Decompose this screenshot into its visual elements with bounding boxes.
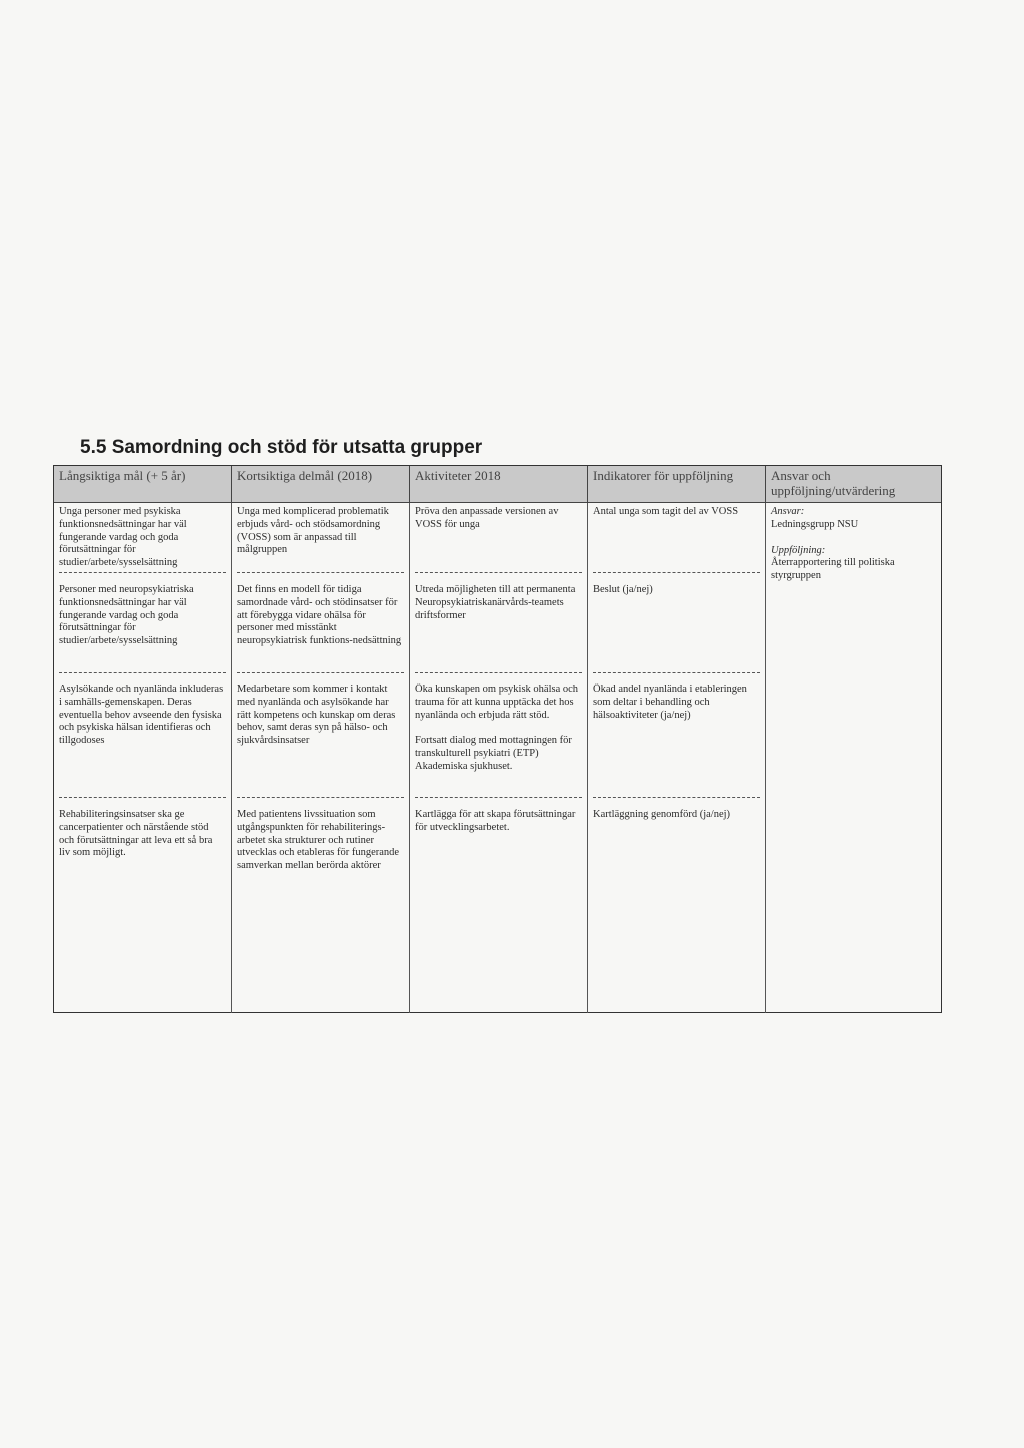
column-responsibility: [766, 503, 941, 1013]
ansvar-value: Ledningsgrupp NSU: [771, 518, 859, 530]
cell-activities-4: Kartlägga för att skapa förutsättningar för utvecklingsarbetet.: [415, 809, 576, 833]
ansvar-label: Ansvar:: [771, 506, 805, 517]
cell-indicators-4: Kartläggning genomförd (ja/nej): [593, 809, 731, 820]
cell-activities-1: Pröva den anpassade versionen av VOSS för unga: [415, 506, 559, 530]
header-activities: Aktiviteter 2018: [410, 466, 588, 502]
table-header: [54, 466, 941, 503]
cell-short-term-3: Medarbetare som kommer i kontakt med nyanlända och asylsökande har rätt kompetens och kunskap om deras behov, samt deras syn på hälso- och sjukvårdsinsatser: [237, 684, 396, 747]
column-activities: [410, 503, 588, 1013]
cell-short-term-1: Unga med komplicerad problematik erbjuds vård- och stödsamordning (VOSS) som är anpassad till målgruppen: [237, 506, 389, 556]
column-long-term: [54, 503, 232, 1013]
header-responsibility: Ansvar och uppföljning/utvärdering: [771, 468, 896, 498]
cell-long-term-1: Unga personer med psykiska funktionsnedsättningar har väl fungerande vardag och goda förutsättningar för studier/arbete/sysselsättning: [59, 506, 187, 569]
cell-activities-3: [415, 674, 582, 797]
cell-indicators-2: Beslut (ja/nej): [593, 584, 653, 595]
activities-3-extra: Fortsatt dialog med mottagningen för transkulturell psykiatri (ETP) Akademiska sjukhuset.: [415, 735, 572, 772]
plan-table: [53, 465, 942, 1013]
cell-indicators-3: Ökad andel nyanlända i etableringen som deltar i behandling och hälsoaktiviteter (ja/nej): [593, 684, 747, 721]
activities-3-text: Öka kunskapen om psykisk ohälsa och trauma för att kunna upptäcka det hos nyanlända och erbjuda rätt stöd.: [415, 684, 579, 721]
column-short-term: [232, 503, 410, 1013]
column-indicators: [588, 503, 766, 1013]
cell-long-term-3: Asylsökande och nyanlända inkluderas i samhälls-gemenskapen. Deras eventuella behov avseende den fysiska och psykiska hälsan identifieras och tillgodoses: [59, 684, 224, 747]
page-title: 5.5 Samordning och stöd för utsatta grupper: [80, 437, 483, 458]
header-long-term: Långsiktiga mål (+ 5 år): [54, 466, 232, 502]
uppfoljning-value: Återrapportering till politiska styrgruppen: [771, 557, 895, 582]
cell-indicators-1: Antal unga som tagit del av VOSS: [593, 506, 739, 517]
cell-short-term-4: Med patientens livssituation som utgångspunkten för rehabiliterings-arbetet ska strukturer och rutiner utvecklas och etableras för fungerande samverkan mellan berörda aktörer: [237, 809, 400, 872]
cell-long-term-2: Personer med neuropsykiatriska funktionsnedsättningar har väl fungerande vardag och goda förutsättningar för studier/arbete/sysselsättning: [59, 584, 194, 647]
cell-activities-2: Utreda möjligheten till att permanenta Neuropsykiatriskanärvårds-teamets driftsformer: [415, 584, 576, 621]
cell-long-term-4: Rehabiliteringsinsatser ska ge cancerpatienter och närstående stöd och förutsättningar att leva ett så bra liv som möjligt.: [59, 809, 213, 859]
table-body: [54, 503, 941, 1013]
cell-short-term-2: Det finns en modell för tidiga samordnade vård- och stödinsatser för att förebygga vidare ohälsa för personer med misstänkt neuropsykiatrisk funktions-nedsättning: [237, 584, 402, 647]
uppfoljning-label: Uppföljning:: [771, 544, 826, 556]
header-indicators: Indikatorer för uppföljning: [588, 466, 766, 502]
header-short-term: Kortsiktiga delmål (2018): [232, 466, 410, 502]
